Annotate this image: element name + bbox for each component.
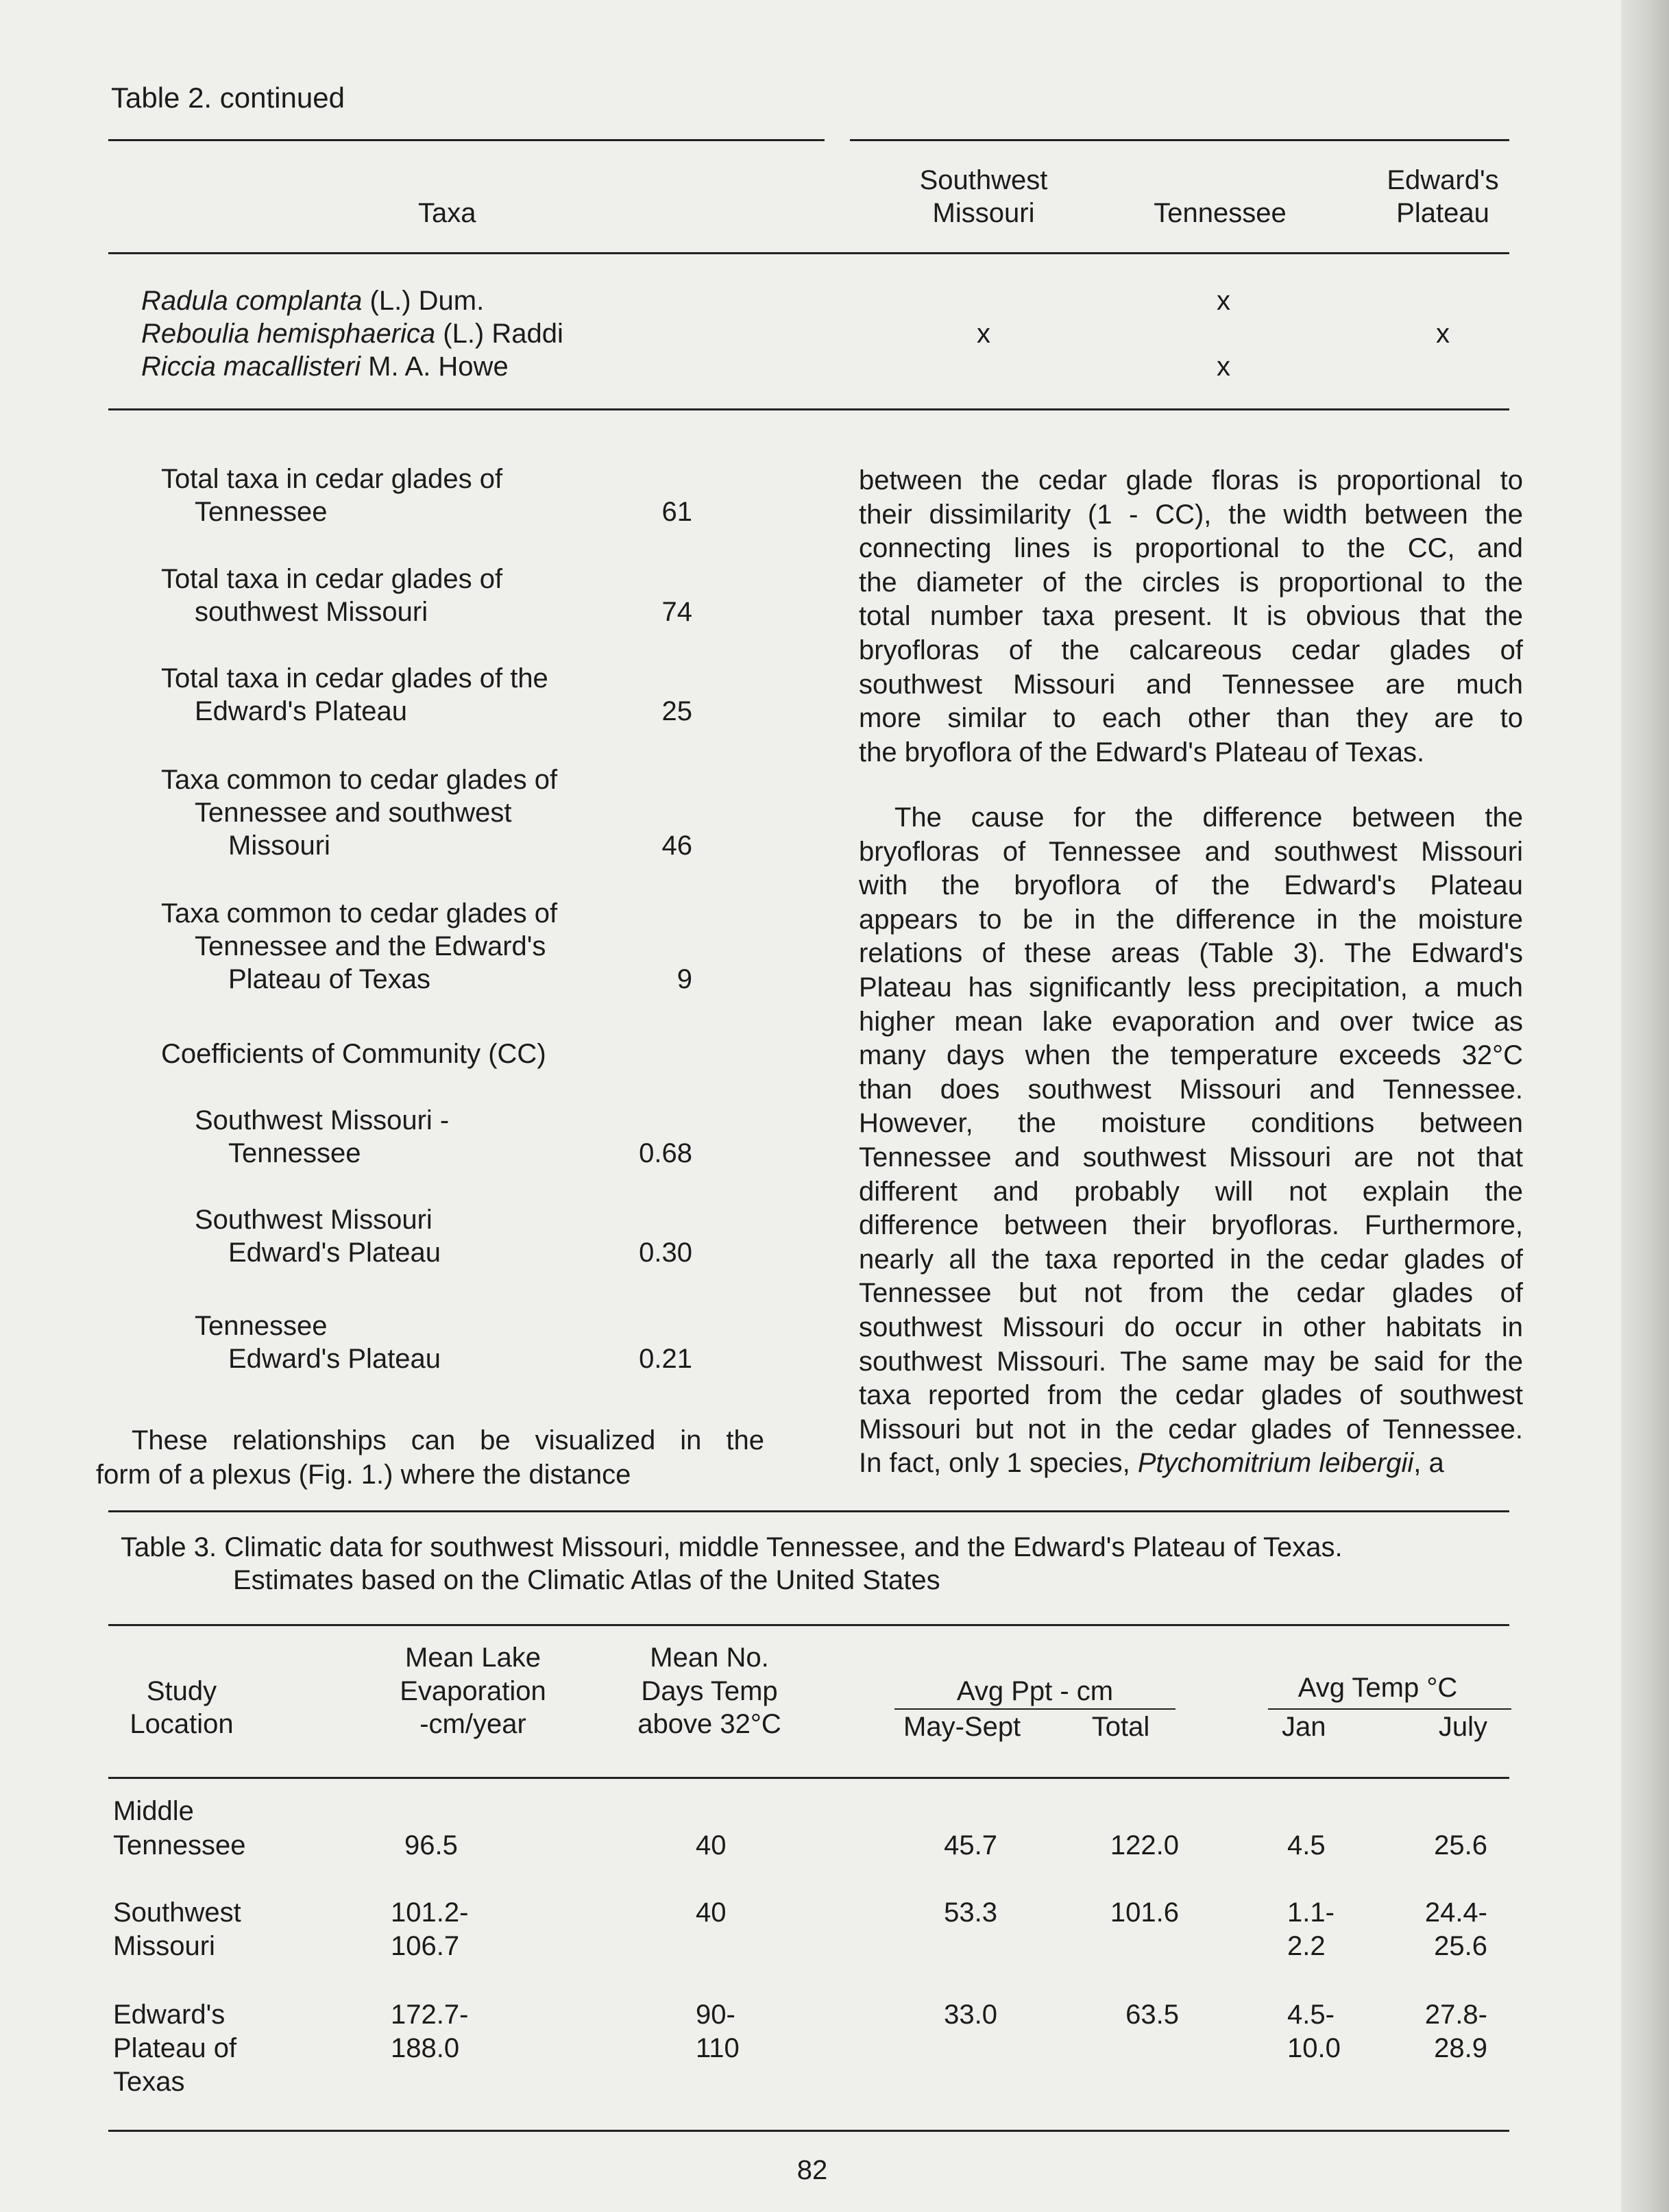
text-line: southwest Missouri do occur in other habitats in (859, 1312, 1523, 1342)
row-location: Missouri (113, 1931, 215, 1961)
mark-ep: x (1436, 319, 1450, 349)
row-days: 90- (696, 2000, 735, 2030)
table2-bottom-rule (108, 408, 1509, 410)
text-line: form of a plexus (Fig. 1.) where the distance (96, 1459, 631, 1490)
table2-header-taxa: Taxa (418, 198, 476, 228)
text-line: The cause for the difference between the (894, 802, 1523, 833)
row-evap: 106.7 (391, 1931, 460, 1961)
text-line: between the cedar glade floras is proportional to (859, 465, 1523, 495)
taxon-name: Radula complanta (L.) Dum. (141, 286, 485, 316)
summary-label: Edward's Plateau (228, 1344, 441, 1374)
text-line: relations of these areas (Table 3). The Edward's (859, 938, 1523, 969)
row-evap: 172.7- (391, 2000, 469, 2030)
text-line: southwest Missouri. The same may be said for the (859, 1346, 1523, 1377)
table3-header-temp: Avg Temp °C (1298, 1673, 1458, 1703)
table3-header-study: Location (130, 1709, 234, 1739)
text-line: Plateau has significantly less precipitation, a much (859, 972, 1523, 1003)
text-line: bryofloras of Tennessee and southwest Missouri (859, 836, 1523, 867)
table3-header-days: Days Temp (641, 1676, 778, 1706)
table3-header-evap: -cm/year (419, 1709, 526, 1739)
mark-tn: x (1217, 286, 1230, 316)
text-line: than does southwest Missouri and Tennessee. (859, 1074, 1523, 1105)
summary-label: Total taxa in cedar glades of the (161, 663, 548, 693)
summary-label: Tennessee (195, 497, 328, 527)
summary-value: 0.30 (639, 1238, 692, 1268)
table3-caption-line2: Estimates based on the Climatic Atlas of the United States (233, 1565, 940, 1595)
text-line: many days when the temperature exceeds 32°C (859, 1040, 1523, 1071)
mark-sw: x (977, 319, 990, 349)
row-jan: 4.5- (1287, 2000, 1335, 2030)
text-line: higher mean lake evaporation and over twice as (859, 1006, 1523, 1037)
right-paragraph-2 (859, 801, 1523, 1481)
page-edge-shadow (1621, 0, 1669, 2212)
row-days: 40 (696, 1830, 727, 1860)
row-jan: 1.1- (1287, 1897, 1335, 1928)
table2-header-ep1: Edward's (1387, 165, 1499, 195)
text-line: the diameter of the circles is proportional to the (859, 567, 1523, 598)
table3-header-days: Mean No. (650, 1643, 769, 1673)
table3-header-study: Study (146, 1676, 217, 1706)
table3-caption-rule (108, 1624, 1509, 1626)
text-line: more similar to each other than they are to (859, 703, 1523, 734)
text-line: In fact, only 1 species, Ptychomitrium leibergii, a (859, 1448, 1444, 1479)
summary-label: Missouri (228, 831, 330, 861)
left-paragraph (96, 1424, 764, 1492)
row-location: Edward's (113, 2000, 226, 2030)
page-number: 82 (796, 2155, 828, 2185)
row-total: 122.0 (1110, 1830, 1179, 1860)
row-may-sept: 33.0 (944, 2000, 997, 2030)
row-days: 110 (696, 2033, 740, 2063)
table3-header-days: above 32°C (637, 1709, 781, 1739)
table3-header-evap: Evaporation (400, 1676, 546, 1706)
text-line: However, the moisture conditions between (859, 1108, 1523, 1139)
row-july: 25.6 (1434, 1931, 1487, 1961)
text-line: different and probably will not explain the (859, 1176, 1523, 1207)
table2-top-rule (108, 139, 825, 141)
row-location: Tennessee (113, 1830, 246, 1860)
summary-value: 9 (677, 964, 692, 994)
row-evap: 101.2- (391, 1897, 469, 1928)
table2-header-sw2: Missouri (932, 198, 1035, 228)
summary-value: 0.68 (639, 1138, 692, 1168)
table3-header-may: May-Sept (903, 1712, 1021, 1742)
row-july: 25.6 (1434, 1830, 1487, 1860)
row-evap: 188.0 (391, 2033, 460, 2063)
text-line: southwest Missouri and Tennessee are much (859, 669, 1523, 700)
table3-header-evap: Mean Lake (405, 1643, 541, 1673)
table2-header-rule (108, 252, 1509, 254)
table2-header-tn: Tennessee (1154, 198, 1287, 228)
table3-header-jan: Jan (1282, 1712, 1326, 1742)
text-line: nearly all the taxa reported in the cedar glades of (859, 1244, 1523, 1275)
table3-header-rule (108, 1777, 1509, 1779)
table2-header-ep2: Plateau (1396, 198, 1489, 228)
text-line: Tennessee but not from the cedar glades of (859, 1278, 1523, 1309)
summary-value: 61 (661, 497, 692, 527)
row-july: 27.8- (1424, 2000, 1487, 2030)
row-location: Plateau of (113, 2033, 237, 2063)
summary-value: 46 (661, 831, 692, 861)
text-line: the bryoflora of the Edward's Plateau of Texas. (859, 737, 1425, 767)
text-line: with the bryoflora of the Edward's Plateau (859, 870, 1523, 901)
row-jan: 2.2 (1287, 1931, 1326, 1961)
row-jan: 10.0 (1287, 2033, 1341, 2063)
table2-header-sw1: Southwest (919, 165, 1048, 195)
row-july: 24.4- (1424, 1897, 1487, 1928)
summary-label: southwest Missouri (195, 597, 428, 627)
text-line: taxa reported from the cedar glades of southwest (859, 1380, 1523, 1411)
table3-header-total: Total (1091, 1712, 1150, 1742)
text-line: total number taxa present. It is obvious that the (859, 601, 1523, 632)
summary-label: Tennessee (195, 1311, 328, 1341)
taxon-name: Reboulia hemisphaerica (L.) Raddi (141, 319, 563, 349)
table3-header-jul: July (1438, 1712, 1487, 1742)
table3-header-ppt: Avg Ppt - cm (956, 1676, 1114, 1706)
right-paragraph-1 (859, 464, 1523, 770)
text-line: appears to be in the difference in the moisture (859, 904, 1523, 935)
row-days: 40 (696, 1897, 727, 1928)
taxon-name: Riccia macallisteri M. A. Howe (141, 352, 509, 382)
row-total: 101.6 (1110, 1897, 1179, 1928)
summary-label: Taxa common to cedar glades of (161, 898, 558, 929)
summary-label: Taxa common to cedar glades of (161, 765, 558, 795)
text-line: bryofloras of the calcareous cedar glades of (859, 635, 1523, 665)
cc-title: Coefficients of Community (CC) (161, 1039, 546, 1069)
row-jan: 4.5 (1287, 1830, 1326, 1860)
summary-label: Southwest Missouri (195, 1205, 433, 1235)
text-line: their dissimilarity (1 - CC), the width between the (859, 499, 1523, 530)
summary-label: Plateau of Texas (228, 964, 431, 994)
row-may-sept: 45.7 (944, 1830, 997, 1860)
row-july: 28.9 (1434, 2033, 1487, 2063)
table3-bottom-rule (108, 2130, 1509, 2132)
summary-value: 74 (661, 597, 692, 627)
row-evap: 96.5 (404, 1830, 458, 1860)
text-line: Missouri but not in the cedar glades of Tennessee. (859, 1414, 1523, 1445)
text-line: connecting lines is proportional to the CC, and (859, 533, 1523, 564)
table3-caption-line1: Table 3. Climatic data for southwest Missouri, middle Tennessee, and the Edward's Plateau of Texas. (121, 1532, 1343, 1562)
summary-value: 0.21 (639, 1344, 692, 1374)
summary-value: 25 (661, 696, 692, 726)
table2-top-rule-right (850, 139, 1509, 141)
summary-label: Tennessee (228, 1138, 361, 1168)
text-line: These relationships can be visualized in the (132, 1425, 764, 1455)
row-location: Texas (113, 2067, 185, 2097)
text-line: difference between their bryofloras. Furthermore, (859, 1210, 1523, 1241)
table2-caption: Table 2. continued (111, 82, 345, 114)
table3-top-rule (108, 1510, 1509, 1512)
row-location: Middle (113, 1796, 194, 1826)
summary-label: Edward's Plateau (228, 1238, 441, 1268)
summary-label: Tennessee and southwest (195, 798, 512, 828)
summary-label: Total taxa in cedar glades of (161, 464, 503, 494)
mark-tn: x (1217, 352, 1230, 382)
text-line: Tennessee and southwest Missouri are not that (859, 1142, 1523, 1172)
row-may-sept: 53.3 (944, 1897, 997, 1928)
summary-label: Southwest Missouri - (195, 1105, 450, 1135)
row-location: Southwest (113, 1897, 241, 1928)
row-total: 63.5 (1125, 2000, 1179, 2030)
summary-label: Total taxa in cedar glades of (161, 564, 503, 594)
summary-label: Tennessee and the Edward's (195, 931, 546, 961)
summary-label: Edward's Plateau (195, 696, 408, 726)
